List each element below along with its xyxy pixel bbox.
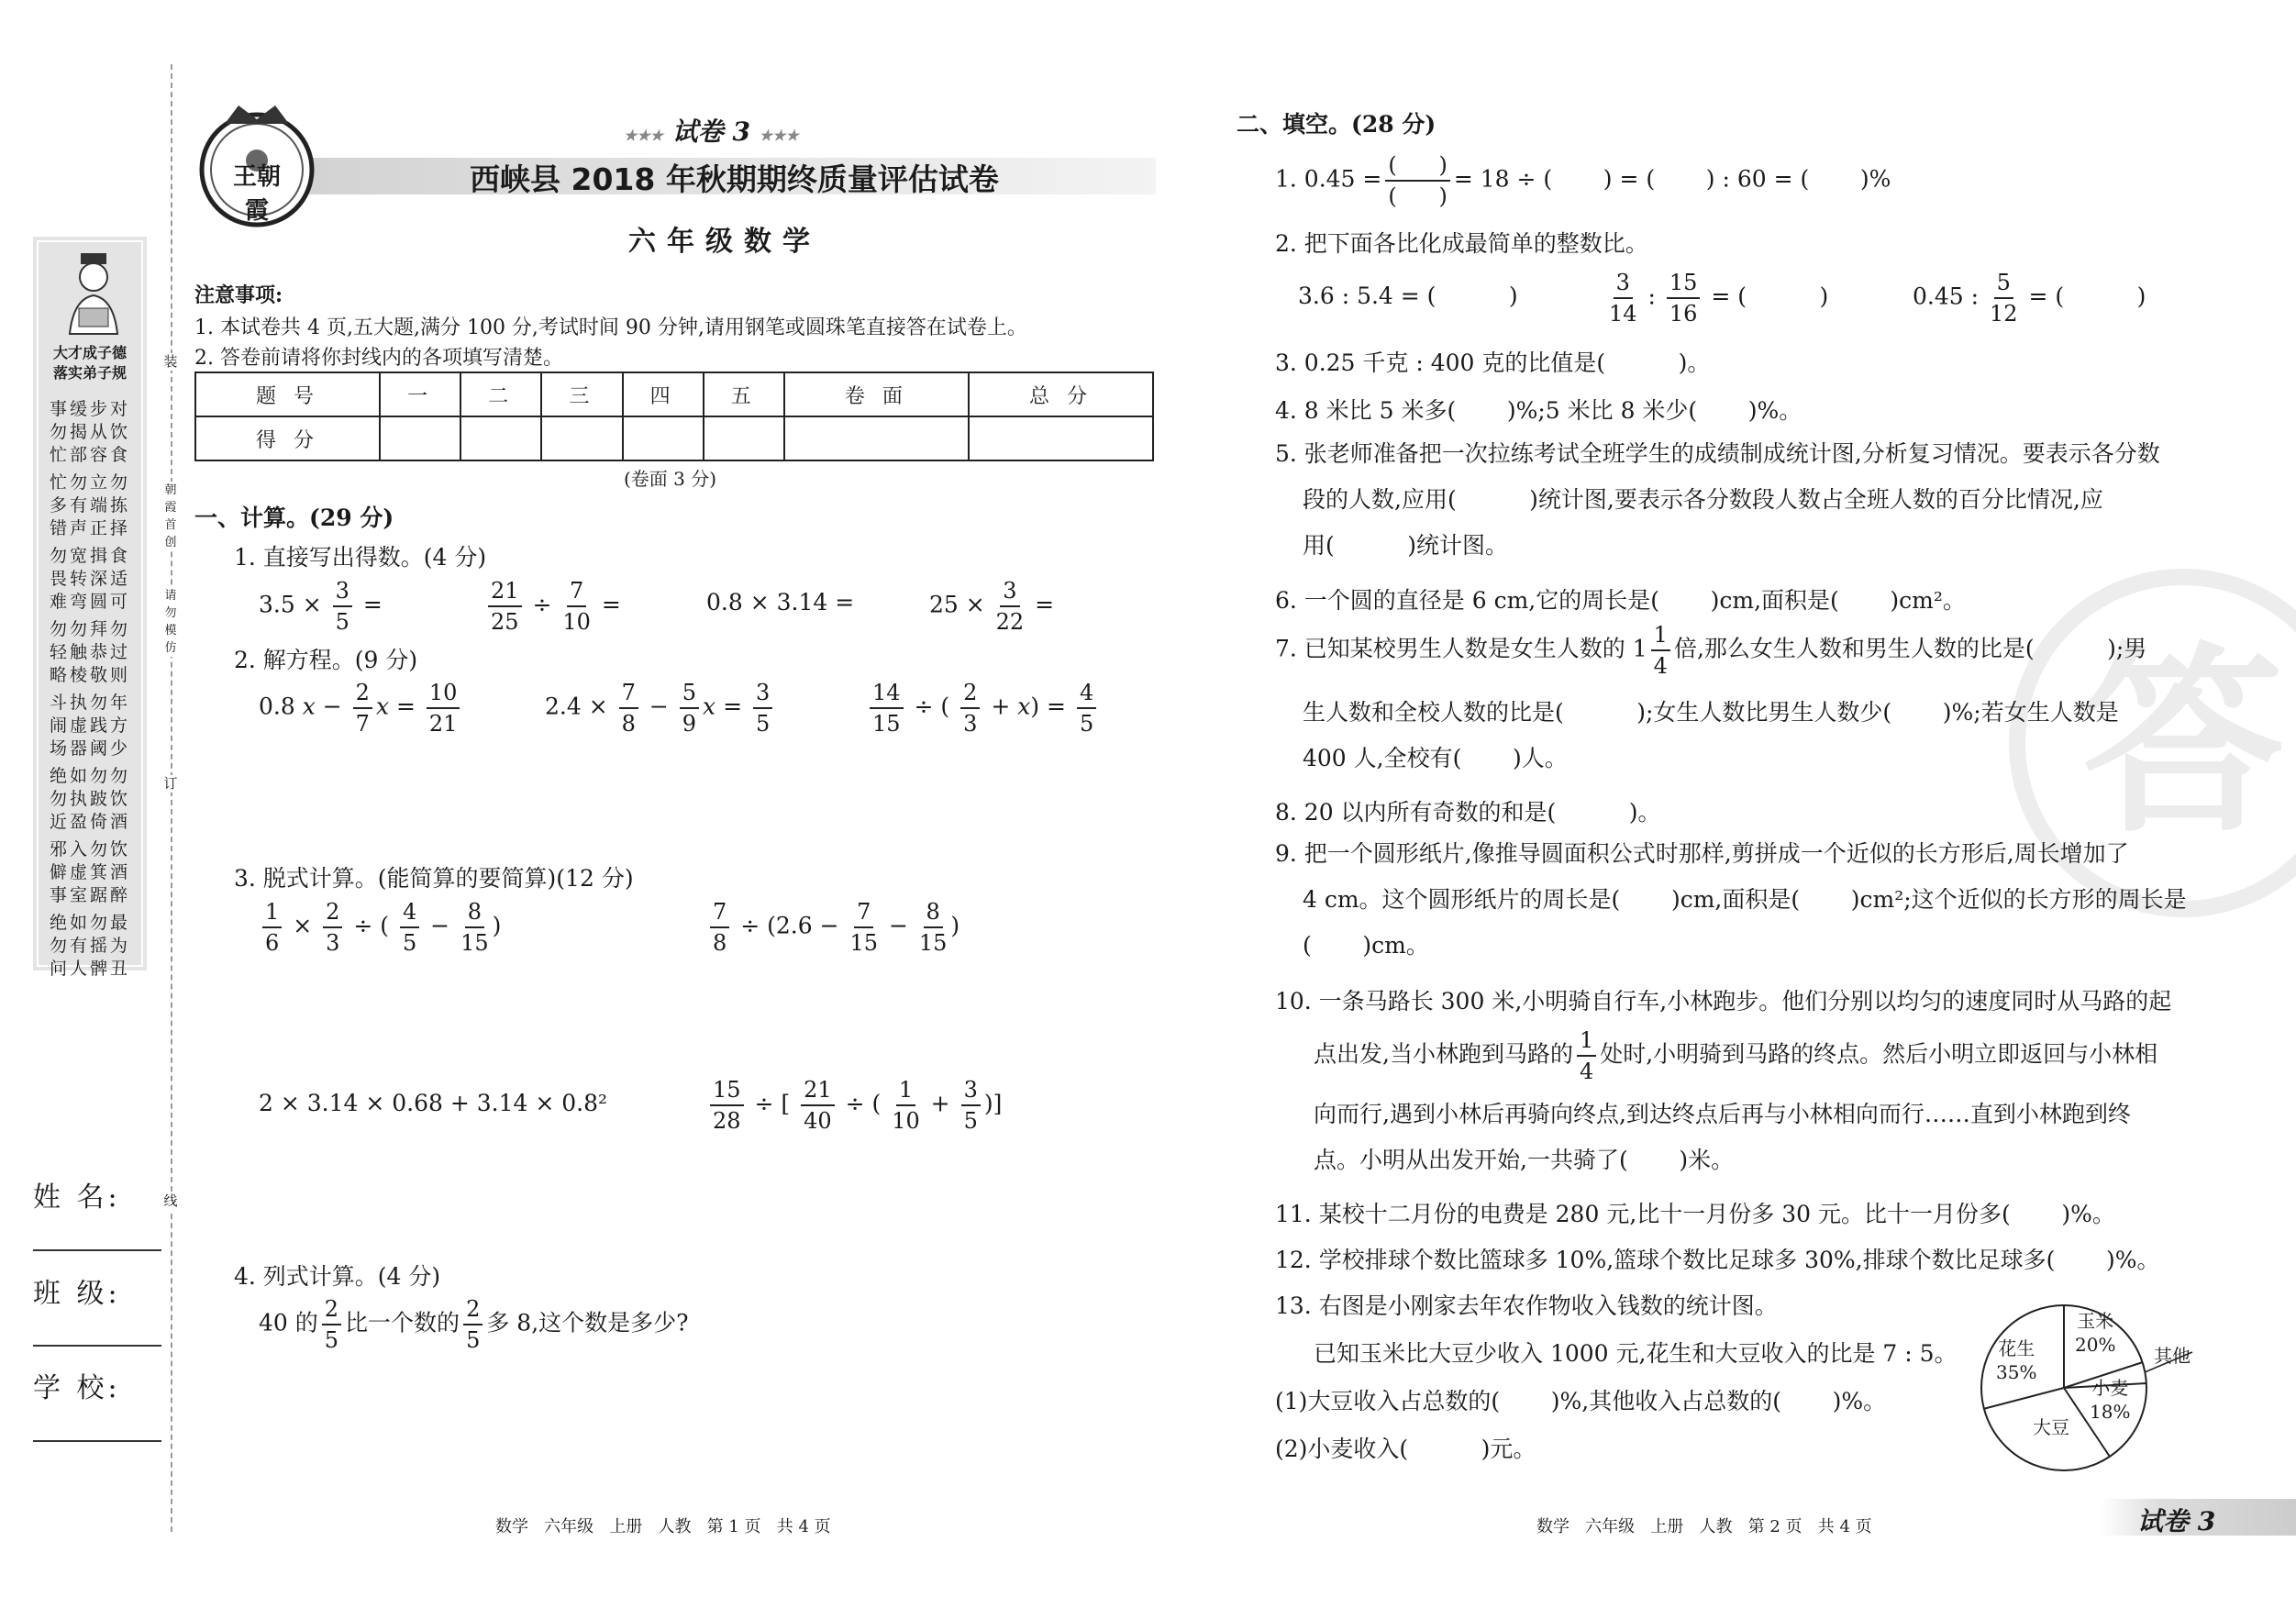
name-label: 姓 名:	[33, 1181, 121, 1214]
equation-item: $\frac{14}{15}$ ÷ ( $\frac{2}{3}$ + x) = $\frac{4}{5}$	[866, 682, 1100, 735]
pie-label-other: 其他	[2154, 1345, 2191, 1367]
class-field[interactable]	[33, 1345, 161, 1347]
score-header-cell: 五	[704, 372, 784, 416]
rule-block: 事缓步对 勿揭从饮 忙部容食	[50, 399, 131, 465]
expr-item: $\frac{15}{28}$ ÷ [ $\frac{21}{40}$ ÷ ( $\frac{1}{10}$ + $\frac{3}{5}$ )]	[706, 1079, 1002, 1132]
name-field[interactable]	[33, 1249, 161, 1251]
school-label: 学 校:	[33, 1372, 121, 1404]
fill-item: 7. 已知某校男生人数是女生人数的 1 $\frac{1}{4}$ 倍,那么女生人数和男生人数的比是( );男	[1275, 622, 2147, 679]
score-header-cell: 三	[541, 372, 622, 416]
footer-left: 数学 六年级 上册 人教 第 1 页 共 4 页	[495, 1517, 831, 1536]
fill-item: (1)大豆收入占总数的( )%,其他收入占总数的( )%。	[1275, 1388, 1887, 1414]
seal-text: 线	[161, 1192, 180, 1210]
fill-item: 4. 8 米比 5 米多( )%;5 米比 8 米少( )%。	[1275, 397, 1802, 424]
series-label: ★★★ 试卷 3 ★★★	[624, 116, 799, 147]
rules-list	[50, 398, 130, 985]
footer-right: 数学 六年级 上册 人教 第 2 页 共 4 页	[1536, 1517, 1872, 1536]
page-title: 西峡县 2018 年秋期期终质量评估试卷	[470, 161, 999, 197]
fill-item: 向而行,遇到小林后再骑向终点,到达终点后再与小林相向而行……直到小林跑到终 点。小明从出发开始,一共骑了( )米。	[1314, 1101, 2131, 1173]
equation-item: 2.4 × $\frac{7}{8}$ − $\frac{5}{9}$ x = $\frac{3}{5}$	[545, 682, 776, 735]
calc-item: 25 × $\frac{3}{22}$ =	[929, 578, 1055, 635]
class-label: 班 级:	[33, 1278, 121, 1310]
pie-label-soybean: 大豆	[2033, 1416, 2069, 1438]
rule-block: 忙勿立勿 多有端拣 错声正择	[50, 472, 131, 538]
fill-item: 10. 一条马路长 300 米,小明骑自行车,小林跑步。他们分别以均匀的速度同时从马路的起	[1275, 988, 2172, 1015]
fill-item: 8. 20 以内所有奇数的和是( )。	[1275, 799, 1661, 826]
sidebar-motto: 大才成子德 落实弟子规	[52, 344, 127, 382]
calc-item: 3.5 × $\frac{3}{5}$ =	[259, 578, 383, 635]
sidebar-panel	[33, 237, 147, 979]
ratio-item: $\frac{3}{14}$ : $\frac{15}{16}$ = ( )	[1609, 270, 1829, 327]
score-cell[interactable]	[380, 416, 460, 460]
fill-item: 3. 0.25 千克 : 400 克的比值是( )。	[1275, 349, 1711, 376]
score-header-cell: 总 分	[969, 372, 1153, 416]
score-cell[interactable]	[460, 416, 541, 460]
school-field[interactable]	[33, 1440, 161, 1442]
calc-item: $\frac{21}{25}$ ÷ $\frac{7}{10}$ =	[484, 580, 621, 633]
score-cell[interactable]	[623, 416, 704, 460]
fill-item: 点出发,当小林跑到马路的 $\frac{1}{4}$ 处时,小明骑到马路的终点。然后小明立即返回与小林相	[1314, 1027, 2158, 1084]
score-cell[interactable]	[541, 416, 622, 460]
seal-text: 装	[161, 353, 180, 371]
fill-item: 5. 张老师准备把一次拉练考试全班学生的成绩制成统计图,分析复习情况。要表示各分数 段的人数,应用( )统计图,要表示各分数段人数占全班人数的百分比情况,应 用( )统计图。	[1275, 440, 2160, 559]
fill-item: 2. 把下面各比化成最简单的整数比。	[1275, 230, 1648, 257]
seal-text: 朝霞首创	[161, 482, 180, 551]
seal-text: 订	[161, 775, 180, 793]
score-header-cell: 二	[460, 372, 541, 416]
fill-item: 9. 把一个圆形纸片,像推导圆面积公式时那样,剪拼成一个近似的长方形后,周长增加了 4 cm。这个圆形纸片的周长是( )cm,面积是( )cm²;这个近似的长方形的周长是 ( )cm。	[1275, 840, 2187, 959]
fill-item: 12. 学校排球个数比篮球多 10%,篮球个数比足球多 30%,排球个数比足球多( )%。	[1275, 1247, 2160, 1273]
score-header-cell: 题 号	[195, 372, 380, 416]
fill-item: 生人数和全校人数的比是( );女生人数比男生人数少( )%;若女生人数是 400 人,全校有( )人。	[1303, 699, 2119, 771]
fill-item: (2)小麦收入( )元。	[1275, 1436, 1536, 1462]
part1-title: 一、计算。(29 分)	[194, 505, 394, 531]
notes-heading: 注意事项:	[194, 283, 283, 307]
score-header-cell: 四	[623, 372, 704, 416]
expr-item: 2 × 3.14 × 0.68 + 3.14 × 0.8²	[259, 1090, 608, 1116]
equation-item: 0.8 x − $\frac{2}{7}$ x = $\frac{10}{21}$	[259, 682, 463, 735]
section-heading: 4. 列式计算。(4 分)	[234, 1263, 441, 1290]
fill-item: 11. 某校十二月份的电费是 280 元,比十一月份多 30 元。比十一月份多( )%。	[1275, 1201, 2115, 1227]
score-header-cell: 卷 面	[784, 372, 969, 416]
expr-item: $\frac{7}{8}$ ÷ (2.6 − $\frac{7}{15}$ − $\frac{8}{15}$ )	[706, 901, 959, 954]
note-item: 2. 答卷前请将你封线内的各项填写清楚。	[194, 347, 563, 370]
fill-item: 6. 一个圆的直径是 6 cm,它的周长是( )cm,面积是( )cm²。	[1275, 587, 1966, 614]
rule-block: 勿勿拜勿 轻触恭过 略棱敬则	[50, 619, 131, 685]
word-problem: 40 的 $\frac{2}{5}$ 比一个数的 $\frac{2}{5}$ 多 8,这个数是多少?	[259, 1296, 689, 1353]
binding-line	[171, 64, 172, 1532]
score-cell[interactable]	[969, 416, 1153, 460]
section-heading: 1. 直接写出得数。(4 分)	[234, 544, 487, 571]
logo-text: 王朝霞	[232, 163, 281, 225]
seal-text: 请勿模仿	[161, 587, 180, 657]
part2-title: 二、填空。(28 分)	[1237, 111, 1436, 138]
score-cell[interactable]	[704, 416, 784, 460]
ratio-item: 3.6 : 5.4 = ( )	[1298, 283, 1518, 309]
pie-label-corn: 玉米 20%	[2075, 1310, 2116, 1356]
fill-item: 1. 0.45 = ( ) ( ) = 18 ÷ ( ) = ( ) : 60 = ( )%	[1275, 152, 1891, 209]
watermark: 答	[2009, 569, 2296, 917]
ratio-item: 0.45 : $\frac{5}{12}$ = ( )	[1913, 270, 2146, 327]
score-caption: (卷面 3 分)	[624, 468, 717, 490]
calc-item: 0.8 × 3.14 =	[706, 589, 855, 616]
rule-block: 绝如勿勿 勿执跛饮 近盈倚酒	[50, 766, 131, 832]
rule-block: 斗执勿年 闹虚践方 场器阈少	[50, 693, 131, 759]
fill-item: 已知玉米比大豆少收入 1000 元,花生和大豆收入的比是 7 : 5。	[1314, 1340, 1958, 1367]
fill-item: 13. 右图是小刚家去年农作物收入钱数的统计图。	[1275, 1292, 1778, 1319]
footer-tag: 试卷 3	[2137, 1506, 2216, 1536]
rule-block: 绝如勿最 勿有摇为 问人髀丑	[50, 913, 131, 979]
subject-title: 六年级数学	[628, 226, 821, 258]
scholar-icon	[59, 250, 128, 338]
pie-label-peanut: 花生 35%	[1996, 1337, 2037, 1383]
rule-block: 邪入勿饮 僻虚箕酒 事室踞醉	[50, 839, 131, 905]
pie-label-wheat: 小麦 18%	[2090, 1377, 2131, 1423]
score-header-cell: 一	[380, 372, 460, 416]
score-row-label: 得 分	[195, 416, 380, 460]
section-heading: 3. 脱式计算。(能简算的要简算)(12 分)	[234, 865, 634, 892]
score-cell[interactable]	[784, 416, 969, 460]
section-heading: 2. 解方程。(9 分)	[234, 647, 418, 673]
rule-block: 勿宽揖食 畏转深适 难弯圆可	[50, 546, 131, 612]
expr-item: $\frac{1}{6}$ × $\frac{2}{3}$ ÷ ( $\frac{4}{5}$ − $\frac{8}{15}$ )	[259, 901, 501, 954]
score-table	[194, 372, 1154, 461]
note-item: 1. 本试卷共 4 页,五大题,满分 100 分,考试时间 90 分钟,请用钢笔或圆珠笔直接答在试卷上。	[194, 316, 1027, 339]
